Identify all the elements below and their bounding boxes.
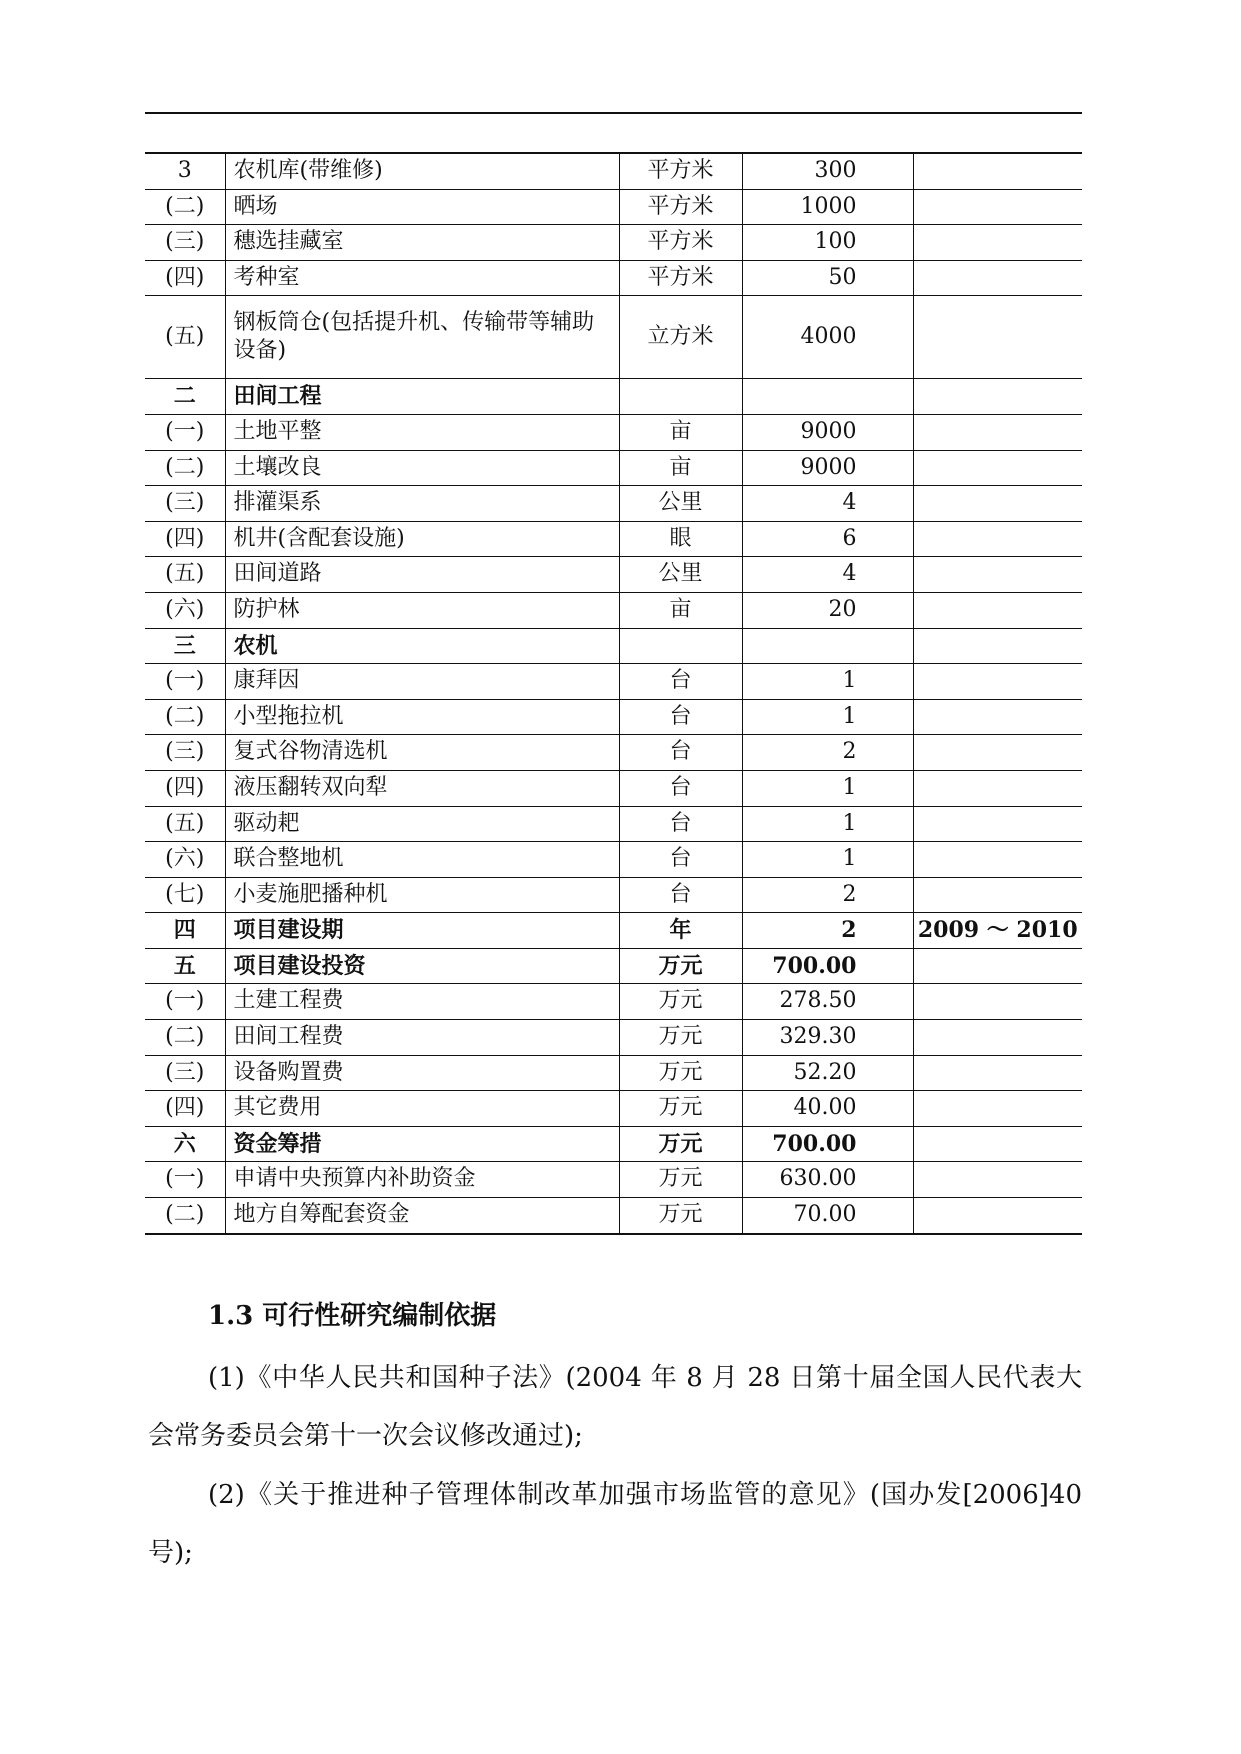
cell-item: 项目建设投资: [225, 948, 619, 984]
cell-qty: 4: [742, 557, 913, 593]
cell-unit: 台: [619, 842, 742, 878]
cell-item: 土建工程费: [225, 984, 619, 1020]
table-row: [145, 948, 1082, 984]
cell-no: 二: [145, 379, 225, 415]
table-row: [145, 664, 1082, 700]
cell-no: (五): [145, 296, 225, 379]
cell-unit: 台: [619, 806, 742, 842]
cell-unit: 台: [619, 664, 742, 700]
cell-item: 地方自筹配套资金: [225, 1198, 619, 1234]
cell-qty: 9000: [742, 414, 913, 450]
cell-unit: 平方米: [619, 153, 742, 189]
cell-no: (四): [145, 1091, 225, 1127]
cell-note: [913, 877, 1082, 913]
cell-item: 联合整地机: [225, 842, 619, 878]
cell-note: [913, 1091, 1082, 1127]
cell-unit: 眼: [619, 521, 742, 557]
cell-item: 机井(含配套设施): [225, 521, 619, 557]
cell-no: 三: [145, 628, 225, 664]
cell-note: [913, 806, 1082, 842]
cell-item: 田间道路: [225, 557, 619, 593]
cell-note: [913, 1020, 1082, 1056]
cell-note: 2009 ～ 2010: [913, 913, 1082, 949]
table-row: [145, 153, 1082, 189]
table-row: [145, 806, 1082, 842]
table-row: [145, 557, 1082, 593]
cell-item: 土壤改良: [225, 450, 619, 486]
cell-item: 复式谷物清选机: [225, 735, 619, 771]
table-row: [145, 189, 1082, 225]
cell-unit: 台: [619, 699, 742, 735]
cell-item: 农机库(带维修): [225, 153, 619, 189]
cell-item: 康拜因: [225, 664, 619, 700]
cell-qty: 700.00: [742, 948, 913, 984]
cell-qty: 52.20: [742, 1055, 913, 1091]
cell-no: 3: [145, 153, 225, 189]
cell-qty: 40.00: [742, 1091, 913, 1127]
table-row: [145, 735, 1082, 771]
cell-no: 五: [145, 948, 225, 984]
cell-note: [913, 984, 1082, 1020]
table-row: [145, 699, 1082, 735]
table-row: [145, 628, 1082, 664]
cell-no: (一): [145, 984, 225, 1020]
cell-item: 驱动耙: [225, 806, 619, 842]
table-row: [145, 770, 1082, 806]
cell-no: (三): [145, 225, 225, 261]
cell-qty: 4000: [742, 296, 913, 379]
cell-note: [913, 735, 1082, 771]
cell-note: [913, 450, 1082, 486]
cell-no: (四): [145, 521, 225, 557]
table-row: [145, 842, 1082, 878]
cell-note: [913, 379, 1082, 415]
table-row: [145, 984, 1082, 1020]
cell-note: [913, 664, 1082, 700]
cell-no: 四: [145, 913, 225, 949]
cell-no: (二): [145, 450, 225, 486]
cell-item: 液压翻转双向犁: [225, 770, 619, 806]
cell-qty: 1000: [742, 189, 913, 225]
cell-qty: 70.00: [742, 1198, 913, 1234]
table-body: [145, 153, 1082, 1234]
cell-item: 田间工程: [225, 379, 619, 415]
cell-unit: 平方米: [619, 225, 742, 261]
cell-note: [913, 1055, 1082, 1091]
cell-qty: 1: [742, 806, 913, 842]
cell-note: [913, 1198, 1082, 1234]
cell-item: 排灌渠系: [225, 486, 619, 522]
paragraph-seed-law: (1)《中华人民共和国种子法》(2004 年 8 月 28 日第十届全国人民代表大会常务委员会第十一次会议修改通过);: [148, 1363, 1082, 1451]
cell-note: [913, 153, 1082, 189]
table-row: [145, 1198, 1082, 1234]
table-row: [145, 379, 1082, 415]
cell-unit: 万元: [619, 1198, 742, 1234]
cell-no: (四): [145, 260, 225, 296]
cell-unit: 万元: [619, 1055, 742, 1091]
paragraph-seed-reform-opinion: (2)《关于推进种子管理体制改革加强市场监管的意见》(国办发[2006]40 号);: [148, 1480, 1082, 1568]
cell-qty: 2: [742, 877, 913, 913]
cell-unit: 台: [619, 735, 742, 771]
cell-note: [913, 189, 1082, 225]
cell-item: 小型拖拉机: [225, 699, 619, 735]
cell-unit: 公里: [619, 557, 742, 593]
cell-item: 申请中央预算内补助资金: [225, 1162, 619, 1198]
cell-qty: 278.50: [742, 984, 913, 1020]
cell-no: (三): [145, 735, 225, 771]
cell-qty: 100: [742, 225, 913, 261]
cell-unit: 平方米: [619, 260, 742, 296]
table-row: [145, 225, 1082, 261]
cell-qty: 6: [742, 521, 913, 557]
table-row: [145, 1020, 1082, 1056]
cell-no: (五): [145, 557, 225, 593]
cell-item: 设备购置费: [225, 1055, 619, 1091]
cell-item: 防护林: [225, 592, 619, 628]
table-row: [145, 1091, 1082, 1127]
cell-qty: 9000: [742, 450, 913, 486]
cell-note: [913, 225, 1082, 261]
cell-note: [913, 521, 1082, 557]
cell-unit: 立方米: [619, 296, 742, 379]
cell-item: 资金筹措: [225, 1126, 619, 1162]
cell-unit: 台: [619, 770, 742, 806]
cell-note: [913, 948, 1082, 984]
section-heading: 1.3 可行性研究编制依据: [208, 1301, 497, 1331]
cell-item: 其它费用: [225, 1091, 619, 1127]
cell-item: 小麦施肥播种机: [225, 877, 619, 913]
cell-no: (二): [145, 1198, 225, 1234]
cell-qty: 1: [742, 664, 913, 700]
cell-note: [913, 592, 1082, 628]
table-row: [145, 1126, 1082, 1162]
cell-unit: 万元: [619, 984, 742, 1020]
cell-qty: 50: [742, 260, 913, 296]
cell-note: [913, 260, 1082, 296]
cell-no: 六: [145, 1126, 225, 1162]
cell-note: [913, 486, 1082, 522]
cell-no: (二): [145, 1020, 225, 1056]
cell-unit: 台: [619, 877, 742, 913]
cell-item: 晒场: [225, 189, 619, 225]
cell-unit: 亩: [619, 450, 742, 486]
cell-qty: 700.00: [742, 1126, 913, 1162]
cell-item: 钢板筒仓(包括提升机、传输带等辅助设备): [225, 296, 619, 379]
cell-unit: 万元: [619, 1091, 742, 1127]
cell-no: (七): [145, 877, 225, 913]
table-row: [145, 592, 1082, 628]
cell-unit: 万元: [619, 1162, 742, 1198]
table-row: [145, 486, 1082, 522]
cell-no: (三): [145, 1055, 225, 1091]
cell-qty: [742, 628, 913, 664]
cell-unit: 亩: [619, 592, 742, 628]
cell-no: (六): [145, 592, 225, 628]
cell-unit: 万元: [619, 1020, 742, 1056]
cell-note: [913, 842, 1082, 878]
cell-qty: 20: [742, 592, 913, 628]
cell-no: (一): [145, 414, 225, 450]
table-row: [145, 1162, 1082, 1198]
cell-qty: 329.30: [742, 1020, 913, 1056]
cell-no: (五): [145, 806, 225, 842]
cell-unit: 年: [619, 913, 742, 949]
cell-item: 田间工程费: [225, 1020, 619, 1056]
table-row: [145, 877, 1082, 913]
cell-qty: 1: [742, 770, 913, 806]
cell-item: 农机: [225, 628, 619, 664]
cell-no: (六): [145, 842, 225, 878]
cell-qty: 4: [742, 486, 913, 522]
cell-no: (二): [145, 189, 225, 225]
cell-note: [913, 296, 1082, 379]
cell-unit: 公里: [619, 486, 742, 522]
project-summary-table: [145, 152, 1082, 1235]
cell-qty: 300: [742, 153, 913, 189]
table-row: [145, 296, 1082, 379]
cell-no: (三): [145, 486, 225, 522]
cell-unit: 万元: [619, 948, 742, 984]
cell-item: 项目建设期: [225, 913, 619, 949]
cell-unit: 万元: [619, 1126, 742, 1162]
table-row: [145, 1055, 1082, 1091]
cell-note: [913, 770, 1082, 806]
table-row: [145, 913, 1082, 949]
cell-qty: 1: [742, 699, 913, 735]
cell-no: (四): [145, 770, 225, 806]
table-row: [145, 260, 1082, 296]
cell-note: [913, 1126, 1082, 1162]
cell-note: [913, 1162, 1082, 1198]
table-row: [145, 414, 1082, 450]
cell-note: [913, 557, 1082, 593]
table-row: [145, 450, 1082, 486]
cell-note: [913, 628, 1082, 664]
page-header-rule: [145, 112, 1082, 114]
cell-qty: 2: [742, 913, 913, 949]
cell-note: [913, 699, 1082, 735]
cell-item: 穗选挂藏室: [225, 225, 619, 261]
cell-no: (一): [145, 664, 225, 700]
cell-no: (一): [145, 1162, 225, 1198]
cell-qty: 2: [742, 735, 913, 771]
cell-item: 土地平整: [225, 414, 619, 450]
cell-qty: [742, 379, 913, 415]
cell-qty: 1: [742, 842, 913, 878]
cell-unit: [619, 628, 742, 664]
cell-unit: 平方米: [619, 189, 742, 225]
cell-item: 考种室: [225, 260, 619, 296]
table-row: [145, 521, 1082, 557]
cell-note: [913, 414, 1082, 450]
cell-no: (二): [145, 699, 225, 735]
cell-qty: 630.00: [742, 1162, 913, 1198]
cell-unit: 亩: [619, 414, 742, 450]
cell-unit: [619, 379, 742, 415]
